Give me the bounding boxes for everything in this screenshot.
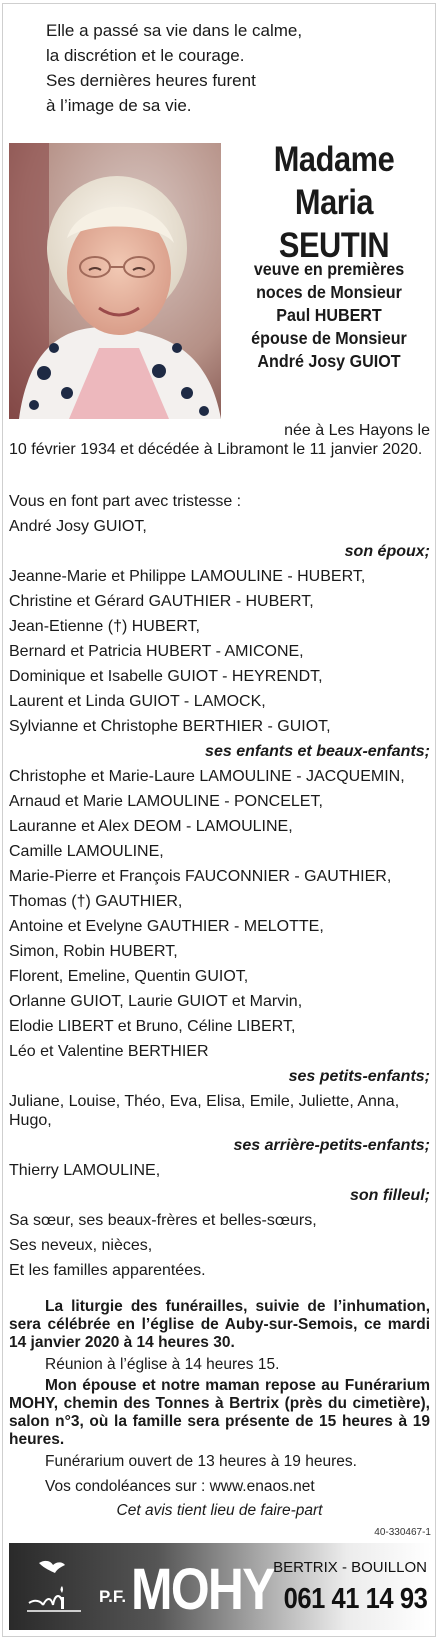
marital-line: veuve en premières (253, 259, 405, 279)
godson-name: Thierry LAMOULINE, (9, 1162, 161, 1179)
poem-line: la discrétion et le courage. (46, 46, 245, 65)
family-line: Simon, Robin HUBERT, (9, 943, 178, 960)
family-line: Jeanne-Marie et Philippe LAMOULINE - HUBERT, (9, 568, 366, 585)
name-last: SEUTIN (278, 226, 390, 265)
reference-number: 40-330467-1 (374, 1527, 431, 1538)
family-line: Et les familles apparentées. (9, 1262, 206, 1279)
banner-brand: MOHY (131, 1557, 274, 1622)
birth-death-dates: 10 février 1934 et décédée à Libramont le 11 janvier 2020. (9, 441, 423, 458)
family-line: Orlanne GUIOT, Laurie GUIOT et Marvin, (9, 993, 303, 1010)
marital-line: noces de Monsieur (256, 282, 402, 302)
dove-logo-icon (21, 1553, 91, 1623)
family-line: Sylvianne et Christophe BERTHIER - GUIOT, (9, 718, 331, 735)
name-first: Maria (294, 183, 374, 222)
family-line: Juliane, Louise, Théo, Eva, Elisa, Emile, Juliette, Anna, Hugo, (9, 1093, 400, 1129)
poem (46, 18, 302, 118)
poem-line: Elle a passé sa vie dans le calme, (46, 21, 303, 40)
condolences-text: Vos condoléances sur : www.enaos.net (45, 1478, 315, 1495)
birth-death-info (9, 421, 430, 459)
family-line: Lauranne et Alex DEOM - LAMOULINE, (9, 818, 293, 835)
role-label: son filleul; (350, 1187, 430, 1204)
banner-pf-label: P.F. (99, 1587, 127, 1606)
family-line: Dominique et Isabelle GUIOT - HEYRENDT, (9, 668, 323, 685)
family-line: Laurent et Linda GUIOT - LAMOCK, (9, 693, 266, 710)
family-line: Elodie LIBERT et Bruno, Céline LIBERT, (9, 1018, 296, 1035)
role-label: ses enfants et beaux-enfants; (205, 743, 430, 760)
role-label: ses arrière-petits-enfants; (233, 1137, 430, 1154)
family-line: Sa sœur, ses beaux-frères et belles-sœurs, (9, 1212, 317, 1229)
marital-status (226, 258, 432, 373)
family-line: Bernard et Patricia HUBERT - AMICONE, (9, 643, 304, 660)
banner-phone: 061 41 14 93 (283, 1583, 427, 1615)
family-line: Marie-Pierre et François FAUCONNIER - GAUTHIER, (9, 868, 392, 885)
funeral-home-banner (9, 1543, 431, 1630)
role-label: son époux; (344, 543, 430, 560)
deceased-name (232, 138, 436, 267)
family-line: Jean-Etienne (†) HUBERT, (9, 618, 200, 635)
family-line: Christophe et Marie-Laure LAMOULINE - JACQUEMIN, (9, 768, 405, 785)
marital-line: épouse de Monsieur (251, 328, 407, 348)
family-line: Thomas (†) GAUTHIER, (9, 893, 183, 910)
family-line: Arnaud et Marie LAMOULINE - PONCELET, (9, 793, 323, 810)
meeting-text: Réunion à l’église à 14 heures 15. (45, 1356, 280, 1373)
funeral-details (9, 1298, 430, 1523)
banner-city: BERTRIX - BOUILLON (273, 1559, 427, 1576)
opening-hours-text: Funérarium ouvert de 13 heures à 19 heures. (45, 1453, 357, 1470)
poem-line: Ses dernières heures furent (46, 71, 256, 90)
family-line: Ses neveux, nièces, (9, 1237, 153, 1254)
funeral-home-text: Mon épouse et notre maman repose au Funérarium MOHY, chemin des Tonnes à Bertrix (près du cimetière), salon n°3, où la famille sera présente de 15 heures à 19 heures. (9, 1377, 430, 1448)
spouse-name: André Josy GUIOT, (9, 518, 147, 535)
family-line: Camille LAMOULINE, (9, 843, 164, 860)
liturgy-text: La liturgie des funérailles, suivie de l’inhumation, sera célébrée en l’église de Auby-sur-Semois, ce mardi 14 janvier 2020 à 14 heures 30. (9, 1298, 430, 1351)
intro-text: Vous en font part avec tristesse : (9, 493, 242, 510)
name-title: Madame (273, 140, 395, 179)
family-line: Christine et Gérard GAUTHIER - HUBERT, (9, 593, 314, 610)
marital-line: Paul HUBERT (276, 305, 382, 325)
portrait-photo (9, 143, 221, 419)
family-line: Florent, Emeline, Quentin GUIOT, (9, 968, 249, 985)
family-line: Léo et Valentine BERTHIER (9, 1043, 209, 1060)
family-line: Antoine et Evelyne GAUTHIER - MELOTTE, (9, 918, 324, 935)
notice-text: Cet avis tient lieu de faire-part (116, 1502, 323, 1519)
birth-line: née à Les Hayons le (284, 422, 430, 439)
role-label: ses petits-enfants; (288, 1068, 430, 1085)
poem-line: à l’image de sa vie. (46, 96, 192, 115)
marital-line: André Josy GUIOT (257, 351, 401, 371)
family-announcement (9, 489, 430, 1283)
